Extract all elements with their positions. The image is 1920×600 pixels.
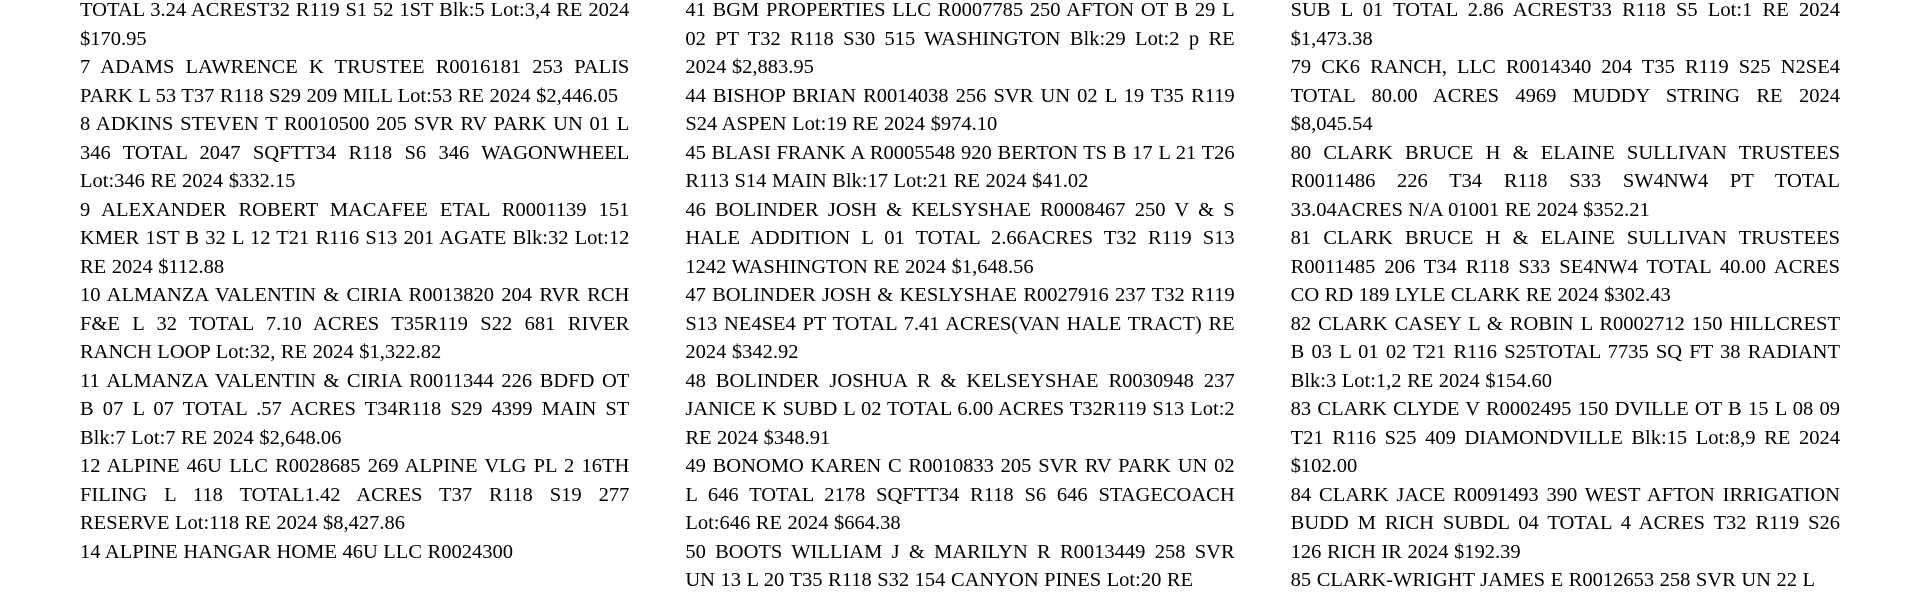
list-item: 46 BOLINDER JOSH & KELSYSHAE R0008467 250 V & S HALE ADDITION L 01 TOTAL 2.66ACRES T32 R119 S13 1242 WASHINGTON RE 2024 $1,648.56 [685,198,1235,278]
list-item: 14 ALPINE HANGAR HOME 46U LLC R0024300 [80,540,513,563]
list-item: 44 BISHOP BRIAN R0014038 256 SVR UN 02 L 19 T35 R119 S24 ASPEN Lot:19 RE 2024 $974.10 [685,84,1235,135]
list-item: 12 ALPINE 46U LLC R0028685 269 ALPINE VLG PL 2 16TH FILING L 118 TOTAL1.42 ACRES T37 R118 S19 277 RESERVE Lot:118 RE 2024 $8,427.86 [80,455,630,534]
list-item: 9 ALEXANDER ROBERT MACAFEE ETAL R0001139 151 KMER 1ST B 32 L 12 T21 R116 S13 201 AGATE Blk:32 Lot:12 RE 2024 $112.88 [80,198,630,278]
text-column-left [80,0,629,600]
list-item: 79 CK6 RANCH, LLC R0014340 204 T35 R119 S25 N2SE4 TOTAL 80.00 ACRES 4969 MUDDY STRING RE 2024 $8,045.54 [1290,56,1840,135]
list-item: 48 BOLINDER JOSHUA R & KELSEYSHAE R0030948 237 JANICE K SUBD L 02 TOTAL 6.00 ACRES T32R119 S13 Lot:2 RE 2024 $348.91 [685,369,1235,449]
list-item: 7 ADAMS LAWRENCE K TRUSTEE R0016181 253 PALIS PARK L 53 T37 R118 S29 209 MILL Lot:53 RE 2024 $2,446.05 [80,56,630,107]
list-item: 11 ALMANZA VALENTIN & CIRIA R0011344 226 BDFD OT B 07 L 07 TOTAL .57 ACRES T34R118 S29 4399 MAIN ST Blk:7 Lot:7 RE 2024 $2,648.06 [80,369,630,449]
list-item: 45 BLASI FRANK A R0005548 920 BERTON TS B 17 L 21 T26 R113 S14 MAIN Blk:17 Lot:21 RE 2024 $41.02 [685,141,1235,192]
column-left-body [80,0,629,566]
text-column-center [685,0,1234,600]
list-item: 49 BONOMO KAREN C R0010833 205 SVR RV PARK UN 02 L 646 TOTAL 2178 SQFTT34 R118 S6 646 STAGECOACH Lot:646 RE 2024 $664.38 [685,455,1235,534]
list-item: TOTAL 3.24 ACREST32 R119 S1 52 1ST Blk:5 Lot:3,4 RE 2024 $170.95 [80,0,630,50]
list-item: 80 CLARK BRUCE H & ELAINE SULLIVAN TRUSTEES R0011486 226 T34 R118 S33 SW4NW4 PT TOTAL 33.04ACRES N/A 01001 RE 2024 $352.21 [1290,141,1840,221]
list-item: 85 CLARK-WRIGHT JAMES E R0012653 258 SVR UN 22 L [1290,569,1816,591]
list-item: 82 CLARK CASEY L & ROBIN L R0002712 150 HILLCREST B 03 L 01 02 T21 R116 S25TOTAL 7735 SQ FT 38 RADIANT Blk:3 Lot:1,2 RE 2024 $154.60 [1290,312,1840,392]
column-center-body [685,0,1234,595]
list-item: 84 CLARK JACE R0091493 390 WEST AFTON IRRIGATION BUDD M RICH SUBDL 04 TOTAL 4 ACRES T32 R119 S26 126 RICH IR 2024 $192.39 [1290,483,1840,563]
list-item: 41 BGM PROPERTIES LLC R0007785 250 AFTON OT B 29 L 02 PT T32 R118 S30 515 WASHINGTON Blk:29 Lot:2 p RE 2024 $2,883.95 [685,0,1235,78]
list-item: 8 ADKINS STEVEN T R0010500 205 SVR RV PARK UN 01 L 346 TOTAL 2047 SQFTT34 R118 S6 346 WAGONWHEEL Lot:346 RE 2024 $332.15 [80,113,630,192]
list-item: 10 ALMANZA VALENTIN & CIRIA R0013820 204 RVR RCH F&E L 32 TOTAL 7.10 ACRES T35R119 S22 681 RIVER RANCH LOOP Lot:32, RE 2024 $1,322.82 [80,284,630,363]
list-item: 50 BOOTS WILLIAM J & MARILYN R R0013449 258 SVR UN 13 L 20 T35 R118 S32 154 CANYON PINES Lot:20 RE [685,540,1235,591]
list-item: 47 BOLINDER JOSH & KESLYSHAE R0027916 237 T32 R119 S13 NE4SE4 PT TOTAL 7.41 ACRES(VAN HALE TRACT) RE 2024 $342.92 [685,284,1235,363]
list-item: 81 CLARK BRUCE H & ELAINE SULLIVAN TRUSTEES R0011485 206 T34 R118 S33 SE4NW4 TOTAL 40.00 ACRES CO RD 189 LYLE CLARK RE 2024 $302.43 [1290,227,1840,306]
column-right-body [1291,0,1840,595]
list-item: 83 CLARK CLYDE V R0002495 150 DVILLE OT B 15 L 08 09 T21 R116 S25 409 DIAMONDVILLE Blk:15 Lot:8,9 RE 2024 $102.00 [1290,398,1840,477]
list-item: SUB L 01 TOTAL 2.86 ACREST33 R118 S5 Lot:1 RE 2024 $1,473.38 [1290,0,1840,50]
text-column-right [1291,0,1840,600]
